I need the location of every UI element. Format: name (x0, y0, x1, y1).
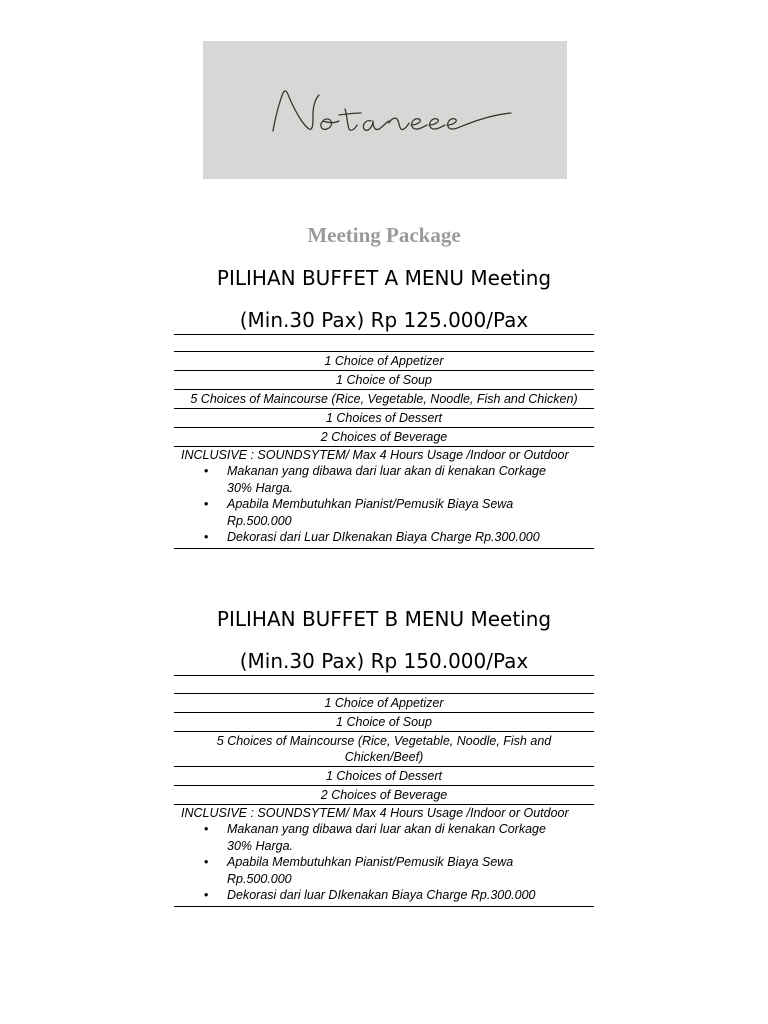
logo-banner (203, 41, 567, 179)
list-item (174, 854, 594, 887)
notaree-logo (203, 41, 567, 179)
package-a-row-soup: 1 Choice of Soup (174, 371, 594, 390)
package-b-price: (Min.30 Pax) Rp 150.000/Pax (239, 649, 529, 673)
package-b-notes (174, 821, 594, 904)
package-b-row-dessert: 1 Choices of Dessert (174, 767, 594, 786)
list-item (174, 463, 594, 496)
list-item (174, 821, 594, 854)
package-b-row-beverage: 2 Choices of Beverage (174, 786, 594, 805)
list-item (174, 529, 594, 546)
package-a-notes (174, 463, 594, 546)
package-b-row-appetizer: 1 Choice of Appetizer (174, 694, 594, 713)
note-text: Apabila Membutuhkan Pianist/Pemusik Biaya Sewa Rp.500.000 (227, 497, 514, 528)
package-a-row-dessert: 1 Choices of Dessert (174, 409, 594, 428)
bullet-icon: • (204, 530, 209, 544)
package-a-row-beverage: 2 Choices of Beverage (174, 428, 594, 447)
list-item (174, 496, 594, 529)
package-a-row-appetizer: 1 Choice of Appetizer (174, 352, 594, 371)
note-text: Dekorasi dari Luar DIkenakan Biaya Charge Rp.300.000 (227, 530, 540, 544)
bullet-icon: • (204, 822, 209, 836)
bullet-icon: • (204, 855, 209, 869)
section-subtitle: Meeting Package (307, 223, 461, 247)
package-b-inclusive: INCLUSIVE : SOUNDSYTEM/ Max 4 Hours Usage /Indoor or Outdoor (181, 806, 569, 820)
package-b-row-soup: 1 Choice of Soup (174, 713, 594, 732)
table-rule (174, 546, 594, 549)
bullet-icon: • (204, 888, 209, 902)
package-a-table (174, 334, 594, 549)
bullet-icon: • (204, 497, 209, 511)
note-text: Makanan yang dibawa dari luar akan di kenakan Corkage 30% Harga. (227, 822, 546, 853)
note-text: Apabila Membutuhkan Pianist/Pemusik Biaya Sewa Rp.500.000 (227, 855, 514, 886)
package-b-title: PILIHAN BUFFET B MENU Meeting (216, 607, 552, 631)
note-text: Makanan yang dibawa dari luar akan di kenakan Corkage 30% Harga. (227, 464, 546, 495)
package-b-table (174, 675, 594, 907)
note-text: Dekorasi dari luar DIkenakan Biaya Charge Rp.300.000 (227, 888, 536, 902)
bullet-icon: • (204, 464, 209, 478)
package-a-price: (Min.30 Pax) Rp 125.000/Pax (239, 308, 529, 332)
table-rule (174, 904, 594, 907)
list-item (174, 887, 594, 904)
package-a-inclusive: INCLUSIVE : SOUNDSYTEM/ Max 4 Hours Usage /Indoor or Outdoor (181, 448, 569, 462)
package-a-row-maincourse: 5 Choices of Maincourse (Rice, Vegetable, Noodle, Fish and Chicken) (174, 390, 594, 409)
package-b-row-maincourse: 5 Choices of Maincourse (Rice, Vegetable, Noodle, Fish and Chicken/Beef) (174, 732, 594, 767)
package-a-title: PILIHAN BUFFET A MENU Meeting (216, 266, 552, 290)
